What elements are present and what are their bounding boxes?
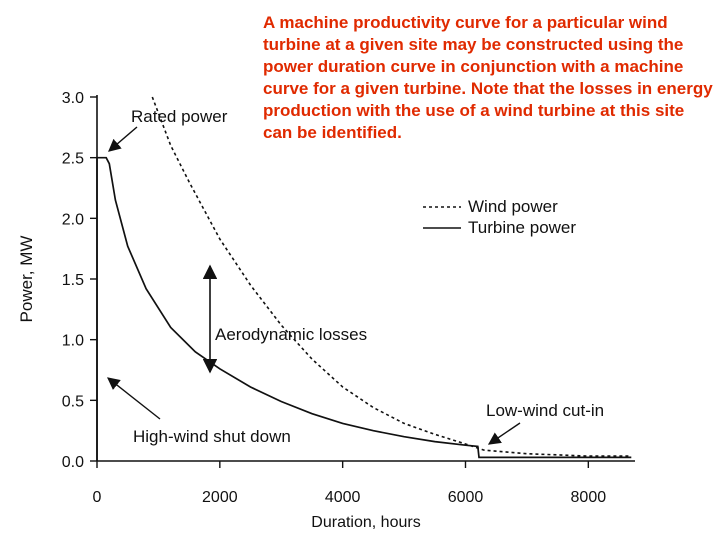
- x-axis-title: Duration, hours: [311, 514, 421, 531]
- x-tick-label: 0: [92, 489, 102, 506]
- legend-label: Wind power: [468, 197, 558, 216]
- caption-text: A machine productivity curve for a particular wind turbine at a given site may be constructed using the power duration curve in conjunction with a machine curve for a given turbine. Note that the losses in energy production with the use of a wind turbine at this site can be identified.: [263, 13, 713, 142]
- x-tick-label: 6000: [447, 489, 484, 506]
- y-axis-title: Power, MW: [17, 235, 36, 323]
- axes: [17, 90, 635, 531]
- annotation-high-wind-shut-down: High-wind shut down: [133, 427, 291, 446]
- y-tick-label: 1.5: [61, 272, 84, 289]
- low-wind-cut-in-arrow: [489, 423, 520, 444]
- annotation-low-wind-cut-in: Low-wind cut-in: [486, 401, 605, 420]
- rated-power-arrow: [109, 127, 137, 151]
- y-tick-label: 2.0: [61, 211, 84, 229]
- y-tick-label: 0.5: [61, 393, 84, 411]
- y-tick-label: 0.0: [61, 454, 84, 471]
- annotation-aerodynamic-losses: Aerodynamic losses: [215, 325, 368, 344]
- high-wind-shut-down-arrow: [108, 378, 160, 419]
- x-tick-label: 2000: [202, 489, 238, 506]
- x-tick-label: 4000: [324, 489, 361, 506]
- legend-label: Turbine power: [468, 218, 577, 237]
- y-tick-label: 2.5: [61, 150, 84, 168]
- x-tick-label: 8000: [570, 489, 607, 506]
- legend: [423, 197, 576, 237]
- y-tick-label: 1.0: [61, 332, 84, 350]
- y-tick-label: 3.0: [61, 90, 84, 107]
- annotation-rated-power: Rated power: [131, 107, 228, 126]
